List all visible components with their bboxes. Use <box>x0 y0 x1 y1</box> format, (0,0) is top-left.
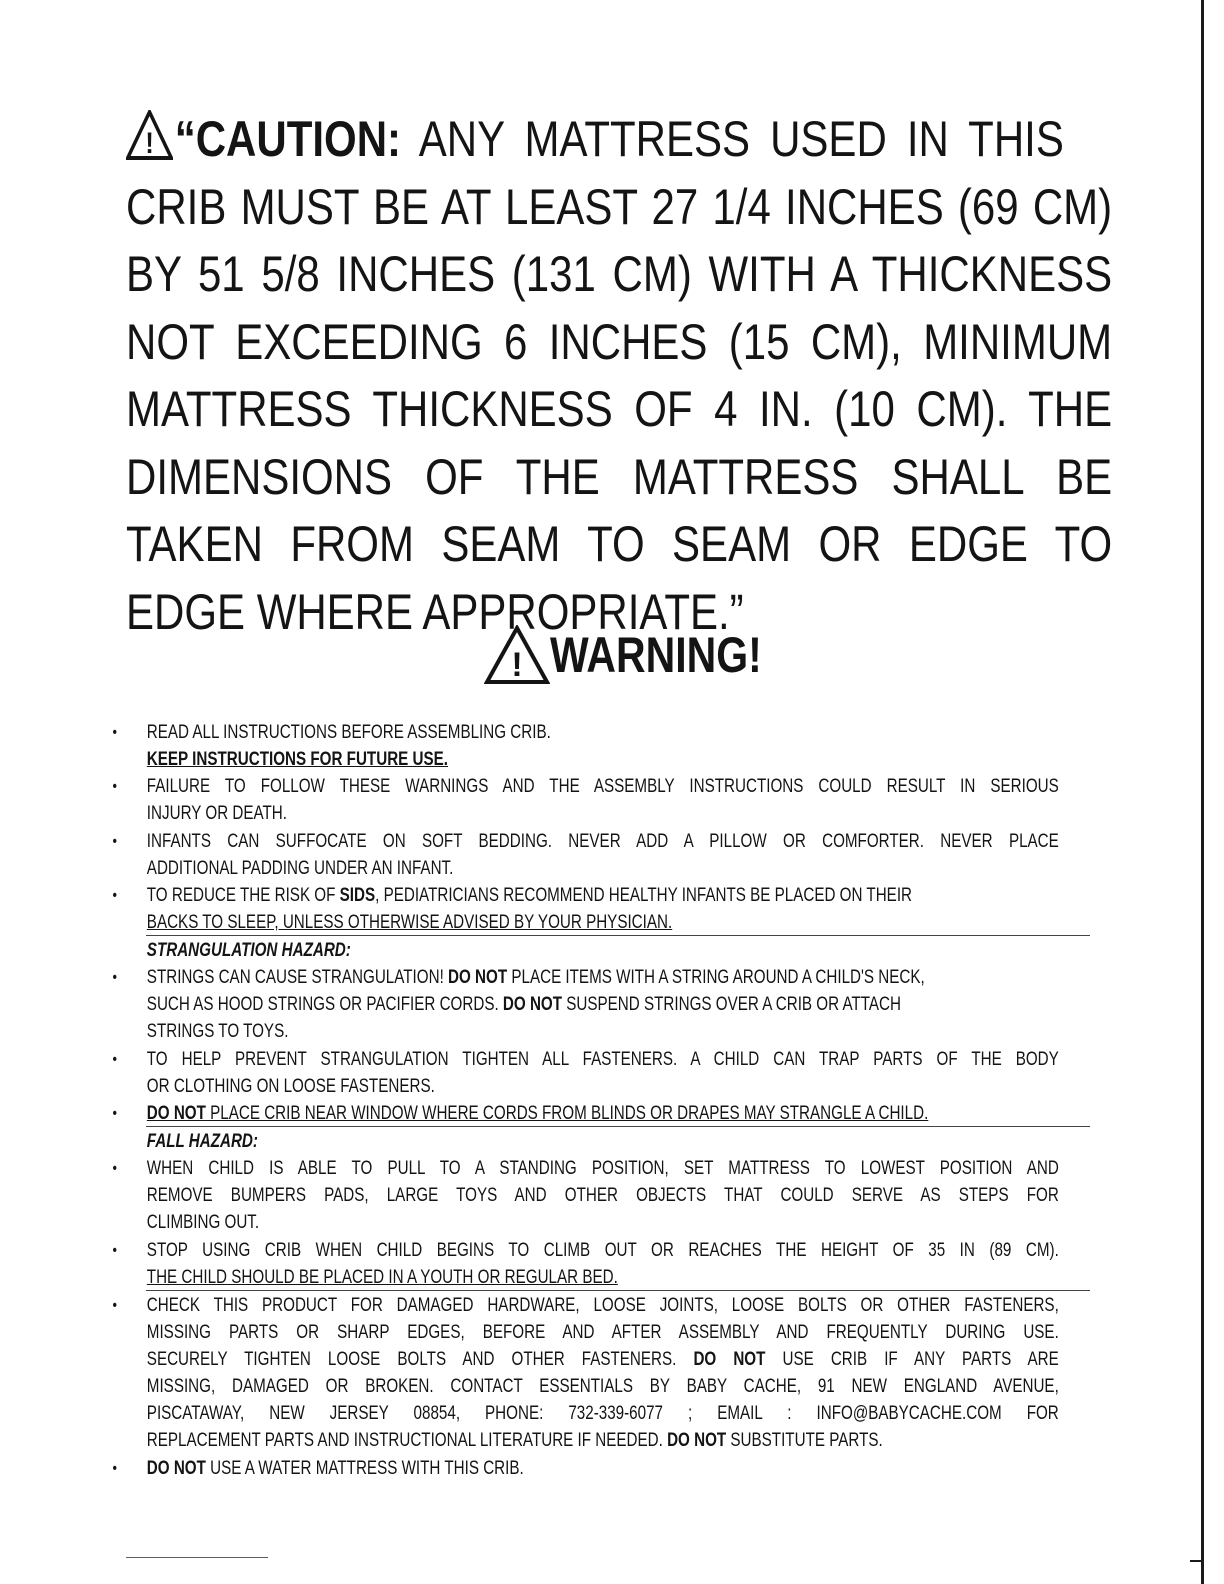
list-item-continuation: REPLACEMENT PARTS AND INSTRUCTIONAL LITERATURE IF NEEDED. DO NOT SUBSTITUTE PARTS. <box>146 1430 883 1451</box>
footer-rule <box>126 1557 268 1558</box>
list-item-continuation: THE CHILD SHOULD BE PLACED IN A YOUTH OR REGULAR BED. <box>146 1267 618 1288</box>
bullet-icon: • <box>112 724 118 741</box>
bullet-icon: • <box>112 1297 118 1314</box>
list-item: • DO NOT USE A WATER MATTRESS WITH THIS CRIB. <box>110 1455 1059 1482</box>
list-item: • FAILURE TO FOLLOW THESE WARNINGS AND THE ASSEMBLY INSTRUCTIONS COULD RESULT IN SERIOUS <box>110 773 1059 800</box>
list-item: • READ ALL INSTRUCTIONS BEFORE ASSEMBLING CRIB. <box>110 719 1059 746</box>
list-item-continuation: ADDITIONAL PADDING UNDER AN INFANT. <box>146 858 454 879</box>
keep-instructions: KEEP INSTRUCTIONS FOR FUTURE USE. <box>146 749 449 770</box>
bullet-icon: • <box>112 833 118 850</box>
list-item-continuation: SUCH AS HOOD STRINGS OR PACIFIER CORDS. DO NOT SUSPEND STRINGS OVER A CRIB OR ATTACH <box>146 994 902 1015</box>
fall-heading: FALL HAZARD: <box>146 1131 258 1152</box>
list-item-continuation: OR CLOTHING ON LOOSE FASTENERS. <box>146 1076 435 1097</box>
caution-text: ANY MATTRESS USED IN THIS <box>401 111 1064 167</box>
caution-heading: “CAUTION: <box>174 111 402 167</box>
caution-line-5: MATTRESS THICKNESS OF 4 IN. (10 CM). THE <box>126 381 1113 437</box>
bullet-icon: • <box>112 969 118 986</box>
list-item: • STRINGS CAN CAUSE STRANGULATION! DO NOT PLACE ITEMS WITH A STRING AROUND A CHILD'S NECK, <box>110 964 1059 991</box>
list-item-continuation: INJURY OR DEATH. <box>146 803 287 824</box>
bullet-icon: • <box>112 1105 118 1122</box>
strangulation-heading: STRANGULATION HAZARD: <box>146 940 351 961</box>
section-divider <box>146 1290 1090 1291</box>
caution-line-2: CRIB MUST BE AT LEAST 27 1/4 INCHES (69 CM) <box>126 178 1113 235</box>
section-heading-row <box>110 937 1059 964</box>
bullet-icon: • <box>112 778 118 795</box>
list-item-continuation <box>110 1400 1059 1427</box>
caution-line-6: DIMENSIONS OF THE MATTRESS SHALL BE <box>126 448 1113 505</box>
caution-triangle-icon <box>126 110 173 160</box>
list-item-continuation: MISSING, DAMAGED OR BROKEN. CONTACT ESSENTIALS BY BABY CACHE, 91 NEW ENGLAND AVENUE, <box>146 1376 1059 1397</box>
svg-text:!: ! <box>145 125 154 160</box>
bullet-icon: • <box>112 1460 118 1477</box>
bullet-icon: • <box>112 1242 118 1259</box>
list-item-continuation: SECURELY TIGHTEN LOOSE BOLTS AND OTHER FASTENERS. DO NOT USE CRIB IF ANY PARTS ARE <box>146 1349 1059 1370</box>
list-item-continuation: CLIMBING OUT. <box>146 1212 260 1233</box>
list-item: • TO HELP PREVENT STRANGULATION TIGHTEN ALL FASTENERS. A CHILD CAN TRAP PARTS OF THE BODY <box>110 1046 1059 1073</box>
contact-info: PISCATAWAY, NEW JERSEY 08854, PHONE: 732-339-6077 ; EMAIL : INFO@BABYCACHE.COM FOR <box>146 1403 1059 1424</box>
list-item-continuation <box>110 746 1059 773</box>
warning-heading: WARNING! <box>550 627 762 683</box>
list-item-continuation: BACKS TO SLEEP, UNLESS OTHERWISE ADVISED BY YOUR PHYSICIAN. <box>146 912 673 933</box>
bullet-icon: • <box>112 887 118 904</box>
list-item: • WHEN CHILD IS ABLE TO PULL TO A STANDING POSITION, SET MATTRESS TO LOWEST POSITION AND <box>110 1155 1059 1182</box>
caution-line-3: BY 51 5/8 INCHES (131 CM) WITH A THICKNESS <box>126 246 1113 302</box>
caution-line-4: NOT EXCEEDING 6 INCHES (15 CM), MINIMUM <box>126 313 1113 370</box>
section-heading-row <box>110 1128 1059 1155</box>
list-item: • STOP USING CRIB WHEN CHILD BEGINS TO CLIMB OUT OR REACHES THE HEIGHT OF 35 IN (89 CM). <box>110 1237 1059 1264</box>
list-item-continuation: REMOVE BUMPERS PADS, LARGE TOYS AND OTHER OBJECTS THAT COULD SERVE AS STEPS FOR <box>146 1185 1059 1206</box>
list-item: • CHECK THIS PRODUCT FOR DAMAGED HARDWARE, LOOSE JOINTS, LOOSE BOLTS OR OTHER FASTENERS, <box>110 1292 1059 1319</box>
list-item-continuation: STRINGS TO TOYS. <box>146 1021 289 1042</box>
page-edge-line <box>1201 0 1204 1584</box>
caution-line-1 <box>126 106 1112 174</box>
list-item: • DO NOT PLACE CRIB NEAR WINDOW WHERE CORDS FROM BLINDS OR DRAPES MAY STRANGLE A CHILD. <box>110 1100 1059 1127</box>
page-edge-tick <box>1190 1560 1204 1562</box>
section-divider <box>146 935 1090 936</box>
caution-block <box>126 106 1112 646</box>
list-item: • TO REDUCE THE RISK OF SIDS, PEDIATRICIANS RECOMMEND HEALTHY INFANTS BE PLACED ON THEIR <box>110 882 1059 909</box>
section-divider <box>146 1126 1090 1127</box>
warning-heading-row <box>484 620 808 690</box>
warning-triangle-icon <box>484 625 550 685</box>
list-item: • INFANTS CAN SUFFOCATE ON SOFT BEDDING. NEVER ADD A PILLOW OR COMFORTER. NEVER PLACE <box>110 828 1059 855</box>
caution-line-8: EDGE WHERE APPROPRIATE.” <box>126 583 744 640</box>
sids-term: SIDS <box>339 885 376 906</box>
svg-text:!: ! <box>511 646 523 684</box>
caution-line-7: TAKEN FROM SEAM TO SEAM OR EDGE TO <box>126 516 1113 572</box>
bullet-icon: • <box>112 1051 118 1068</box>
list-item-continuation: MISSING PARTS OR SHARP EDGES, BEFORE AND AFTER ASSEMBLY AND FREQUENTLY DURING USE. <box>146 1322 1059 1343</box>
bullet-icon: • <box>112 1160 118 1177</box>
